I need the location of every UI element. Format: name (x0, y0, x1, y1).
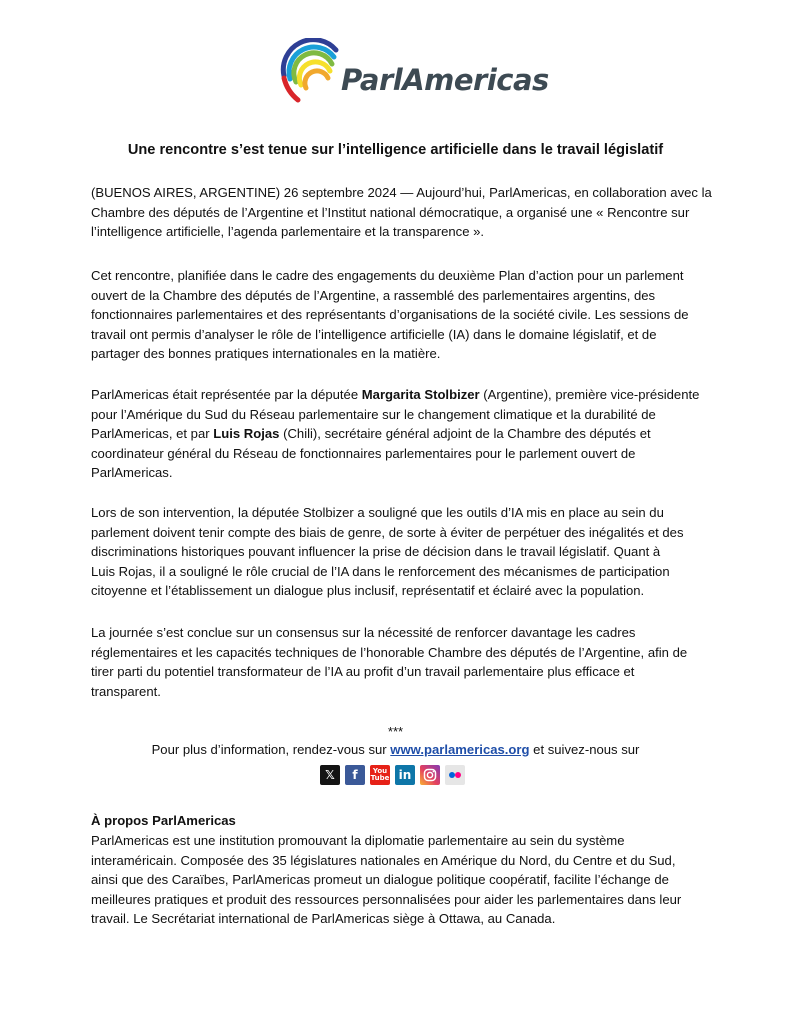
about-paragraph (91, 831, 706, 929)
text-line: ainsi que des Caraïbes, ParlAmericas promeut un dialogue politique coopératif, facilite l’échange de (91, 872, 669, 888)
facebook-icon[interactable]: f (345, 765, 365, 785)
text-line: meilleures pratiques et produit des ressources personnalisées pour aider les parlementaires dans leur (91, 891, 682, 907)
text-line: Cet rencontre, planifiée dans le cadre des engagements du deuxième Plan d’action pour un parlement (91, 268, 684, 283)
text-line: ParlAmericas, et par Luis Rojas (Chili), secrétaire général adjoint de la Chambre des députés et (91, 426, 651, 442)
text-line: ParlAmericas est une institution promouvant la diplomatie parlementaire au sein du système (91, 833, 625, 848)
text-line: (BUENOS AIRES, ARGENTINE) 26 septembre 2024 — Aujourd’hui, ParlAmericas, en collaboration avec la (91, 185, 712, 200)
text-line: réglementaires et les capacités techniques de l’honorable Chambre des députés de l’Argentine, afin de (91, 644, 688, 660)
page-title: Une rencontre s’est tenue sur l’intelligence artificielle dans le travail législatif (127, 142, 664, 158)
text-line: partager des bonnes pratiques internationales en la matière. (91, 346, 441, 362)
text-line: Chambre des députés de l’Argentine et l’Institut national démocratique, a organisé une « Rencontre sur (91, 204, 690, 220)
text-line: tirer parti du potentiel transformateur de l’IA au profit d’un travail parlementaire plus efficace et (91, 664, 635, 680)
text-line: ouvert de la Chambre des députés de l’Argentine, a rassemblé des parlementaires argentins, des (91, 287, 656, 303)
text-line: citoyenne et l’établissement un dialogue plus inclusif, représentatif et éclairé avec la population. (91, 583, 645, 599)
name-stolbizer: Margarita Stolbizer (361, 387, 480, 402)
name-rojas: Luis Rojas (213, 426, 280, 442)
social-icons (320, 765, 465, 787)
parlamericas-logo (274, 38, 549, 110)
text-line: l’intelligence artificielle, l’agenda parlementaire et la transparence ». (91, 224, 485, 240)
linkedin-icon[interactable]: in (395, 765, 415, 785)
instagram-icon[interactable] (420, 765, 440, 785)
text-line: travail. Le Secrétariat international de ParlAmericas siège à Ottawa, au Canada. (91, 911, 556, 927)
text-line: pour l’Amérique du Sud du Réseau parlementaire sur le changement climatique et la durabilité de (91, 406, 656, 422)
text-line: fonctionnaires parlementaires et des représentants d’organisations de la société civile. Les sessions de (91, 307, 689, 323)
text-line: travail ont permis d’analyser le rôle de l’intelligence artificielle (IA) dans le domaine législatif, et de (91, 326, 657, 342)
text-line: discriminations historiques pouvant influencer la prise de décision dans le travail législatif. Quant à (91, 544, 661, 560)
about-heading: À propos ParlAmericas (91, 813, 236, 828)
text-line: transparent. (91, 683, 161, 699)
text-line: La journée s’est conclue sur un consensus sur la nécessité de renforcer davantage les cadres (91, 625, 636, 640)
text-line: coordinateur général du Réseau de fonctionnaires parlementaires pour le parlement ouvert de (91, 445, 636, 461)
logo-arcs-icon (274, 38, 344, 110)
paragraph-context (91, 266, 706, 364)
text-line: Lors de son intervention, la députée Stolbizer a souligné que les outils d’IA mis en place au sein du (91, 505, 664, 520)
logo-text: ParlAmericas (341, 63, 549, 97)
text-line: interaméricain. Composée des 35 législatures nationales en Amérique du Nord, du Centre et du Sud, (91, 852, 676, 868)
x-twitter-icon[interactable]: 𝕏 (320, 765, 340, 785)
contact-line: Pour plus d’information, rendez-vous sur www.parlamericas.org et suivez-nous sur (151, 742, 640, 757)
paragraph-representatives (91, 385, 706, 483)
paragraph-intro (91, 183, 712, 242)
text-line: Luis Rojas, il a souligné le rôle crucial de l’IA dans le renforcement des mécanismes de participation (91, 563, 670, 579)
youtube-icon[interactable]: You Tube (370, 765, 390, 785)
flickr-icon[interactable] (445, 765, 465, 785)
text-line: ParlAmericas était représentée par la députée Margarita Stolbizer (Argentine), première vice-présidente (91, 387, 700, 402)
paragraph-intervention (91, 503, 706, 601)
text-line: parlement doivent tenir compte des biais de genre, de sorte à éviter de perpétuer des inégalités et des (91, 524, 684, 540)
website-link[interactable]: www.parlamericas.org (390, 742, 530, 757)
separator: *** (387, 724, 404, 739)
paragraph-conclusion (91, 623, 706, 701)
text-line: ParlAmericas. (91, 465, 173, 481)
